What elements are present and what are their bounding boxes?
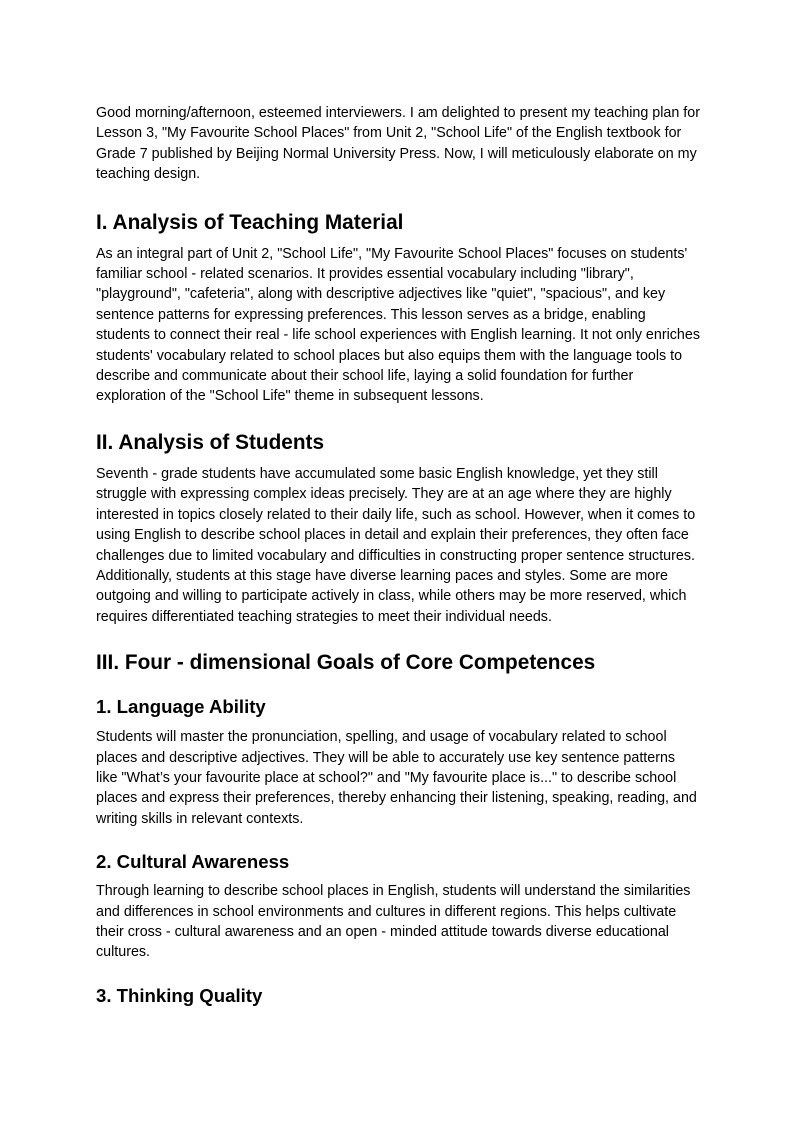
- subsection-body-language-ability: Students will master the pronunciation, spelling, and usage of vocabulary related to school places and descriptive adjectives. They will be able to accurately use key sentence patterns like "What’s your favourite place at school?" and "My favourite place is..." to describe school places and express their preferences, thereby enhancing their listening, speaking, reading, and writing skills in relevant contexts.: [96, 729, 697, 827]
- document-page: [96, 103, 700, 1008]
- section-body-students: Seventh - grade students have accumulated some basic English knowledge, yet they still struggle with expressing complex ideas precisely. They are at an age where they are highly interested in topics closely related to their daily life, such as school. However, when it comes to using English to describe school places in detail and explain their preferences, they often face challenges due to limited vocabulary and difficulties in constructing proper sentence structures. Additionally, students at this stage have diverse learning paces and styles. Some are more outgoing and willing to participate actively in class, while others may be more reserved, which requires differentiated teaching strategies to meet their individual needs.: [96, 465, 696, 625]
- section-heading-core-competences: III. Four - dimensional Goals of Core Competences: [96, 651, 596, 675]
- subsection-heading-language-ability: 1. Language Ability: [96, 696, 266, 718]
- section-heading-teaching-material: I. Analysis of Teaching Material: [96, 210, 404, 234]
- intro-paragraph: Good morning/afternoon, esteemed interviewers. I am delighted to present my teaching plan for Lesson 3, "My Favourite School Places" from Unit 2, "School Life" of the English textbook for Grade 7 published by Beijing Normal University Press. Now, I will meticulously elaborate on my teaching design.: [96, 105, 700, 183]
- subsection-heading-thinking-quality: 3. Thinking Quality: [96, 984, 263, 1006]
- section-heading-students: II. Analysis of Students: [96, 430, 325, 454]
- subsection-body-cultural-awareness: Through learning to describe school places in English, students will understand the similarities and differences in school environments and cultures in different regions. This helps cultivate their cross - cultural awareness and an open - minded attitude towards diverse educational cultures.: [96, 883, 691, 961]
- subsection-heading-cultural-awareness: 2. Cultural Awareness: [96, 851, 290, 873]
- section-body-teaching-material: As an integral part of Unit 2, "School Life", "My Favourite School Places" focuses on students' familiar school - related scenarios. It provides essential vocabulary including "library", "playground", "cafeteria", along with descriptive adjectives like "quiet", "spacious", and key sentence patterns for expressing preferences. This lesson serves as a bridge, enabling students to connect their real - life school experiences with English learning. It not only enriches students' vocabulary related to school places but also equips them with the language tools to describe and communicate about their school life, laying a solid foundation for further exploration of the "School Life" theme in subsequent lessons.: [96, 245, 700, 405]
